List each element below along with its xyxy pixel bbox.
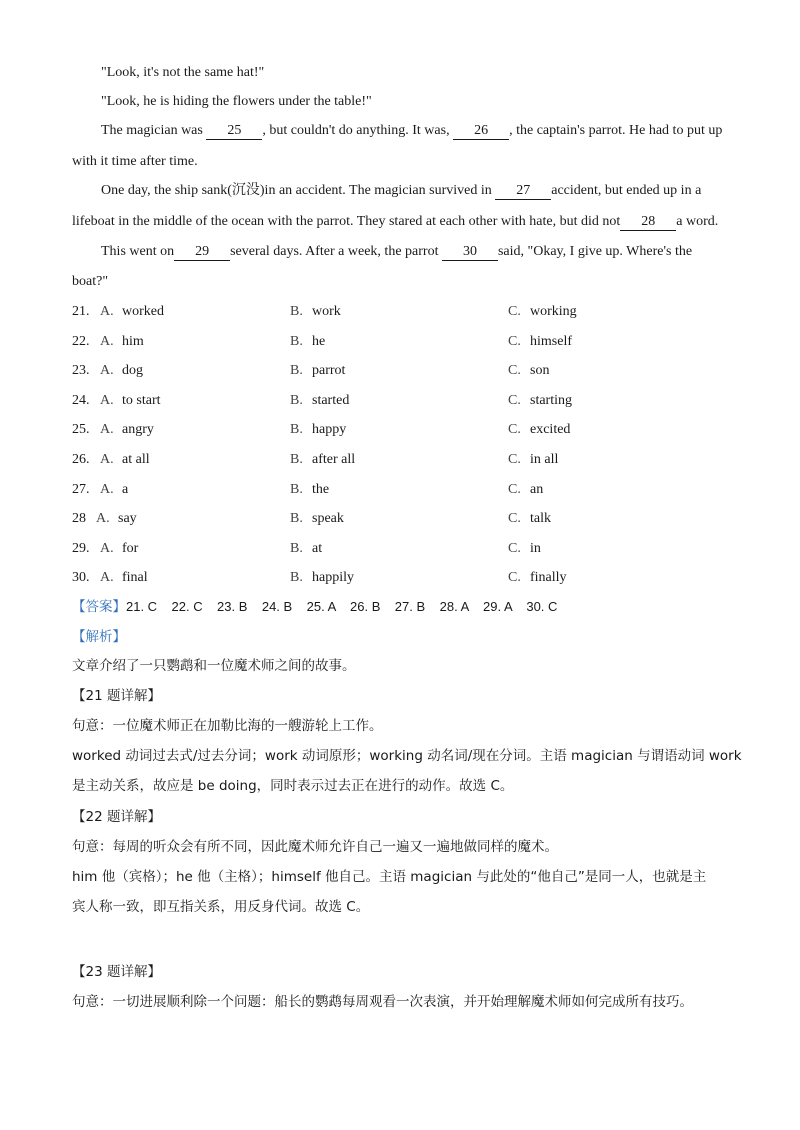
question-number: 30.: [72, 570, 90, 585]
option-letter-c: C.: [508, 363, 521, 378]
option-letter-c: C.: [508, 482, 521, 497]
option-a-text: worked: [122, 304, 164, 319]
option-row: [72, 332, 772, 352]
passage-line: boat?": [72, 274, 109, 289]
blank-27: 27: [495, 182, 551, 200]
option-row: [72, 568, 772, 588]
option-a-text: angry: [122, 422, 154, 437]
option-a-text: at all: [122, 452, 150, 467]
blank-26: 26: [453, 122, 509, 140]
answer-label: 【答案】: [72, 599, 126, 615]
passage-text: a word.: [676, 214, 719, 229]
question-number: 26.: [72, 452, 90, 467]
passage-text: several days. After a week, the parrot: [230, 244, 442, 259]
option-c-text: working: [530, 304, 577, 319]
option-a-text: for: [122, 541, 139, 556]
option-letter-c: C.: [508, 334, 521, 349]
option-a-text: final: [122, 570, 148, 585]
option-a-text: to start: [122, 393, 161, 408]
q21-title: 【21 题详解】: [72, 688, 161, 704]
option-letter-c: C.: [508, 570, 521, 585]
option-c-text: excited: [530, 422, 571, 437]
q21-sentence: 句意：一位魔术师正在加勒比海的一艘游轮上工作。: [72, 718, 383, 734]
q23-sentence: 句意：一切进展顺利除一个问题：船长的鹦鹉每周观看一次表演，并开始理解魔术师如何完成所有技巧。: [72, 994, 693, 1010]
answer-text: 21. C 22. C 23. B 24. B 25. A 26. B 27. B 28. A 29. A 30. C: [126, 599, 558, 614]
option-b-text: happily: [312, 570, 354, 585]
passage-line: [72, 212, 718, 232]
passage-text: , but couldn't do anything. It was,: [262, 123, 454, 138]
q23-title: 【23 题详解】: [72, 964, 161, 980]
option-letter-a: A.: [100, 422, 114, 437]
option-letter-a: A.: [100, 304, 114, 319]
option-letter-c: C.: [508, 511, 521, 526]
option-letter-b: B.: [290, 452, 303, 467]
option-letter-b: B.: [290, 393, 303, 408]
passage-text: lifeboat in the middle of the ocean with the parrot. They stared at each other with hate, but did not: [72, 214, 621, 229]
passage-text: , the captain's parrot. He had to put up: [509, 123, 723, 138]
option-a-text: say: [118, 511, 137, 526]
option-row: [72, 420, 772, 440]
passage-line: "Look, he is hiding the flowers under the table!": [101, 94, 372, 109]
option-c-text: talk: [530, 511, 551, 526]
option-letter-a: A.: [100, 570, 114, 585]
option-c-text: starting: [530, 393, 572, 408]
option-letter-a: A.: [96, 511, 110, 526]
option-letter-b: B.: [290, 482, 303, 497]
question-number: 27.: [72, 482, 90, 497]
option-b-text: started: [312, 393, 350, 408]
option-c-text: an: [530, 482, 544, 497]
q22-sentence: 句意：每周的听众会有所不同，因此魔术师允许自己一遍又一遍地做同样的魔术。: [72, 839, 558, 855]
option-c-text: himself: [530, 334, 572, 349]
question-number: 29.: [72, 541, 90, 556]
option-b-text: parrot: [312, 363, 346, 378]
option-b-text: happy: [312, 422, 347, 437]
blank-29: 29: [174, 243, 230, 261]
q22-detail: 宾人称一致，即互指关系，用反身代词。故选 C。: [72, 899, 370, 915]
q21-detail: worked 动词过去式/过去分词；work 动词原形；working 动名词/现在分词。主语 magician 与谓语动词 work: [72, 748, 742, 764]
option-b-text: work: [312, 304, 341, 319]
option-letter-a: A.: [100, 482, 114, 497]
option-letter-b: B.: [290, 334, 303, 349]
passage-text: accident, but ended up in a: [551, 183, 702, 198]
option-letter-a: A.: [100, 541, 114, 556]
blank-30: 30: [442, 243, 498, 261]
option-letter-a: A.: [100, 452, 114, 467]
option-c-text: finally: [530, 570, 567, 585]
option-row: [72, 509, 772, 529]
passage-line: "Look, it's not the same hat!": [101, 65, 265, 80]
question-number: 21.: [72, 304, 90, 319]
option-letter-c: C.: [508, 304, 521, 319]
option-letter-b: B.: [290, 422, 303, 437]
option-row: [72, 361, 772, 381]
option-c-text: in: [530, 541, 541, 556]
option-letter-b: B.: [290, 570, 303, 585]
question-number: 24.: [72, 393, 90, 408]
option-letter-a: A.: [100, 393, 114, 408]
option-row: [72, 539, 772, 559]
option-c-text: in all: [530, 452, 559, 467]
passage-line: with it time after time.: [72, 154, 198, 169]
question-number: 23.: [72, 363, 90, 378]
passage-line: [101, 242, 692, 262]
option-b-text: he: [312, 334, 326, 349]
option-a-text: him: [122, 334, 144, 349]
passage-text: said, "Okay, I give up. Where's the: [497, 244, 693, 259]
option-row: [72, 450, 772, 470]
option-b-text: speak: [312, 511, 344, 526]
passage-text: One day, the ship sank(沉没)in an accident. The magician survived in: [101, 183, 496, 198]
option-letter-b: B.: [290, 363, 303, 378]
option-letter-c: C.: [508, 541, 521, 556]
option-letter-a: A.: [100, 363, 114, 378]
answer-line: [72, 597, 557, 617]
blank-25: 25: [206, 122, 262, 140]
option-letter-b: B.: [290, 511, 303, 526]
option-a-text: dog: [122, 363, 143, 378]
analysis-label: 【解析】: [72, 629, 126, 645]
passage-line: [101, 121, 722, 141]
option-row: [72, 391, 772, 411]
option-b-text: after all: [312, 452, 356, 467]
option-letter-b: B.: [290, 541, 303, 556]
option-b-text: the: [312, 482, 330, 497]
question-number: 25.: [72, 422, 90, 437]
blank-28: 28: [620, 213, 676, 231]
analysis-summary: 文章介绍了一只鹦鹉和一位魔术师之间的故事。: [72, 658, 356, 674]
question-number: 28: [72, 511, 86, 526]
option-row: [72, 302, 772, 322]
passage-text: This went on: [101, 244, 175, 259]
option-a-text: a: [122, 482, 129, 497]
q22-title: 【22 题详解】: [72, 809, 161, 825]
question-number: 22.: [72, 334, 90, 349]
option-c-text: son: [530, 363, 550, 378]
option-row: [72, 480, 772, 500]
option-letter-a: A.: [100, 334, 114, 349]
q22-detail: him 他（宾格）；he 他（主格）；himself 他自己。主语 magician 与此处的“他自己”是同一人，也就是主: [72, 869, 707, 885]
option-letter-c: C.: [508, 422, 521, 437]
option-letter-c: C.: [508, 393, 521, 408]
option-b-text: at: [312, 541, 323, 556]
passage-text: The magician was: [101, 123, 207, 138]
option-letter-c: C.: [508, 452, 521, 467]
q21-detail: 是主动关系，故应是 be doing，同时表示过去正在进行的动作。故选 C。: [72, 778, 514, 794]
option-letter-b: B.: [290, 304, 303, 319]
passage-line: [101, 181, 701, 201]
